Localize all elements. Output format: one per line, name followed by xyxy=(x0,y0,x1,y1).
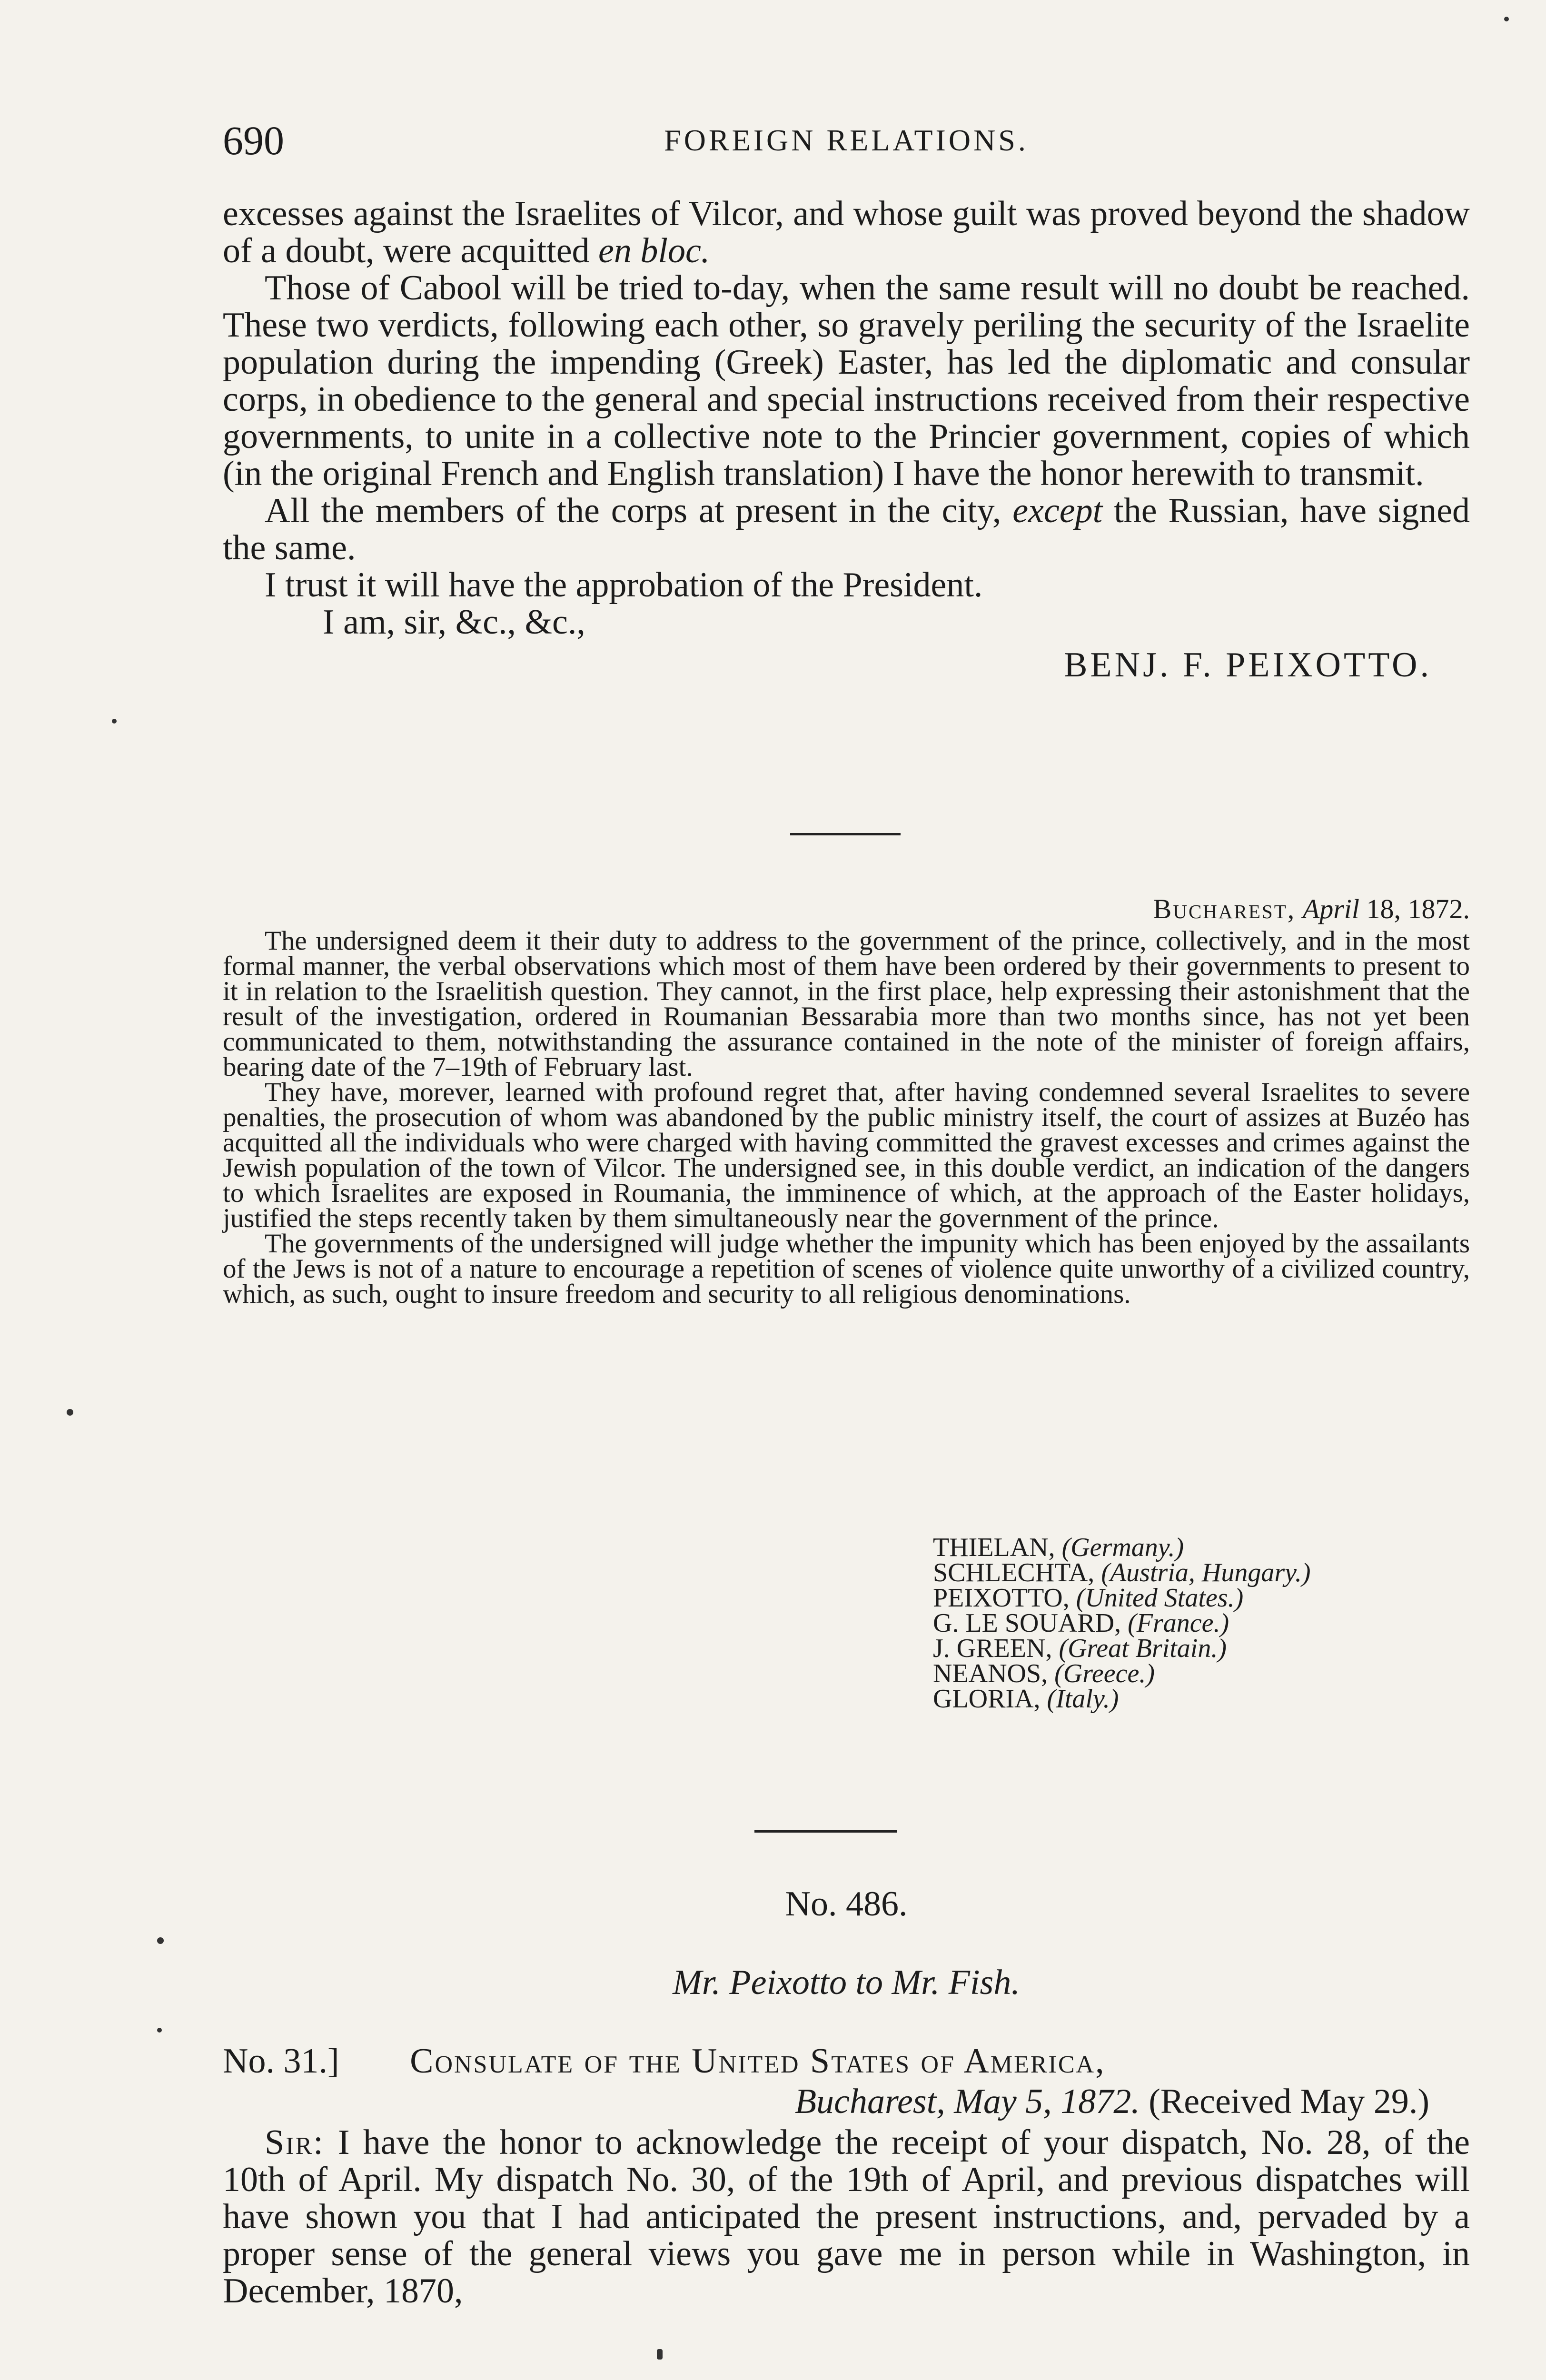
signatory: SCHLECHTA, (Austria, Hungary.) xyxy=(933,1558,1311,1587)
signatories-list xyxy=(933,1535,1311,1712)
dispatch-date-line xyxy=(223,2082,1429,2121)
letter-paragraph-3: All the members of the corps at present in the city, except the Russian, have signed the same. xyxy=(223,491,1470,567)
letter-paragraph-4: I trust it will have the approbation of the President. xyxy=(265,565,983,605)
page-header xyxy=(223,114,1470,167)
letter-body xyxy=(223,195,1470,684)
scan-speck xyxy=(112,719,117,724)
signatory: GLORIA, (Italy.) xyxy=(933,1684,1119,1714)
signatory: G. LE SOUARD, (France.) xyxy=(933,1608,1229,1638)
dispatch-number: No. 486. xyxy=(785,1884,908,1924)
signatory: NEANOS, (Greece.) xyxy=(933,1659,1155,1688)
note-paragraph-1: The undersigned deem it their duty to address to the government of the prince, collectively, and in the most formal manner, the verbal observations which most of them have been ordered by their governments to present to it in relation to the Israelitish question. They cannot, in the first place, help expressing their astonishment that the result of the investigation, ordered in Roumanian Bessarabia more than two months since, has not yet been communicated to them, notwithstanding the assurance contained in the note of the minister of foreign affairs, bearing date of the 7–19th of February last. xyxy=(223,926,1470,1082)
scan-speck xyxy=(657,2349,663,2360)
signatory: J. GREEN, (Great Britain.) xyxy=(933,1634,1227,1663)
section-divider xyxy=(754,1830,897,1833)
dispatch-date: May 5, 1872. xyxy=(954,2082,1140,2121)
scan-speck xyxy=(67,1409,73,1416)
scan-speck xyxy=(157,1937,164,1944)
note-body xyxy=(223,928,1470,1307)
consulate-name: Consulate of the United States of America, xyxy=(410,2042,1106,2081)
signatory: PEIXOTTO, (United States.) xyxy=(933,1583,1244,1613)
dispatch-body xyxy=(223,2124,1470,2310)
dispatch-place: Bucharest, xyxy=(794,2082,945,2121)
running-head: FOREIGN RELATIONS. xyxy=(664,123,1029,157)
dispatch-ref: No. 31.] xyxy=(223,2042,339,2081)
section-divider xyxy=(790,833,901,835)
note-dateline: Bucharest, April 18, 1872. xyxy=(1153,893,1470,924)
dispatch-paragraph: Sir: I have the honor to acknowledge the receipt of your dispatch, No. 28, of the 10th of April. My dispatch No. 30, of the 19th of April, and previous dispatches will have shown you that I had anticipated the present instructions, and, pervaded by a proper sense of the general views you gave me in person while in Washington, in December, 1870, xyxy=(223,2123,1470,2311)
scan-speck xyxy=(1504,17,1509,21)
letter-paragraph-2: Those of Cabool will be tried to-day, when the same result will no doubt be reached. These two verdicts, following each other, so gravely periling the security of the Israelite population during the impending (Greek) Easter, has led the diplomatic and consular corps, in obedience to the general and special instructions received from their respective governments, to unite in a collective note to the Princier government, copies of which (in the original French and English translation) I have the honor herewith to transmit. xyxy=(223,268,1470,493)
note-paragraph-2: They have, morever, learned with profound regret that, after having condemned several Israelites to severe penalties, the prosecution of whom was abandoned by the public ministry itself, the court of assizes at Buzéo has acquitted all the individuals who were charged with having committed the gravest excesses and crimes against the Jewish population of the town of Vilcor. The undersigned see, in this double verdict, an indication of the dangers to which Israelites are exposed in Roumania, the imminence of which, at the approach of the Easter holidays, justified the steps recently taken by them simultaneously near the government of the prince. xyxy=(223,1077,1470,1233)
page-number: 690 xyxy=(223,118,284,163)
dispatch-heading xyxy=(223,2042,1470,2080)
scan-speck xyxy=(157,2028,162,2033)
letter-signer: BENJ. F. PEIXOTTO. xyxy=(1064,645,1432,684)
signatory: THIELAN, (Germany.) xyxy=(933,1533,1184,1562)
letter-closing: I am, sir, &c., &c., xyxy=(323,603,585,642)
dispatch-title: Mr. Peixotto to Mr. Fish. xyxy=(673,1963,1020,2002)
letter-paragraph-1: excesses against the Israelites of Vilcor, and whose guilt was proved beyond the shadow of a doubt, were acquitted en bloc. xyxy=(223,194,1470,270)
dispatch-received: (Received May 29.) xyxy=(1149,2082,1429,2121)
note-paragraph-3: The governments of the undersigned will judge whether the impunity which has been enjoyed by the assailants of the Jews is not of a nature to encourage a repetition of scenes of violence quite unworthy of a civilized country, which, as such, ought to insure freedom and security to all religious denominations. xyxy=(223,1229,1470,1309)
